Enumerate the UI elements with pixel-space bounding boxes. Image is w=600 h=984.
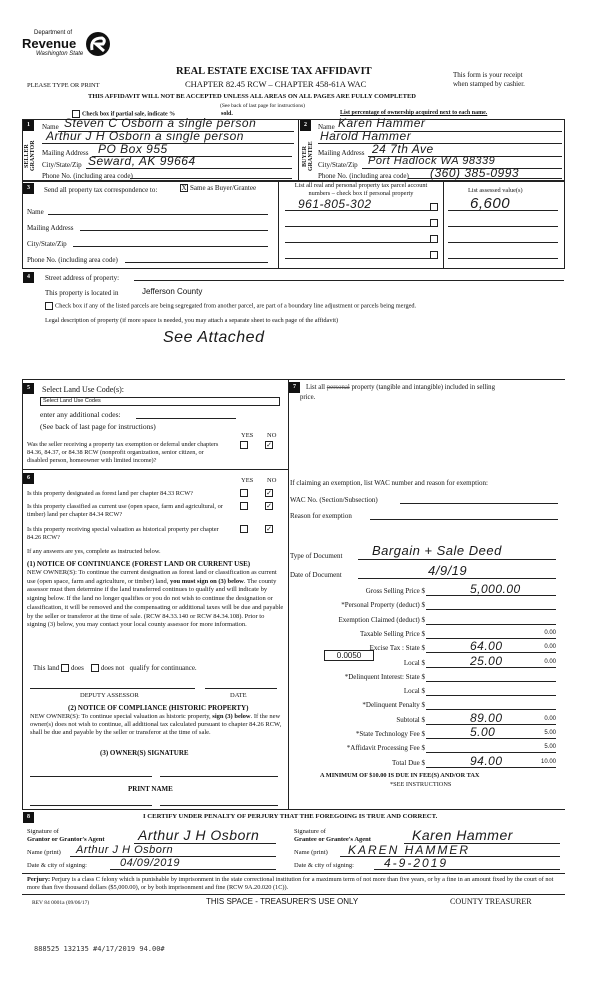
s3-name-label: Name <box>27 208 44 216</box>
seller-mail[interactable]: PO Box 955 <box>98 142 168 156</box>
perjury-statement: Perjury: Perjury is a class C felony which is punishable by imprisonment in the state correctional institution for a maximum term of not more than five years, or by a fine in an amount fixed by the court of not more than five thousand dollars ($5,000.00), or by both imprisonment and fine (RCW 9A.20.020 (1C)). <box>27 876 554 892</box>
q-current-use: Is this property classified as current use (open space, farm and agricultural, or timber) land per chapter 84.34 RCW? <box>27 503 223 518</box>
amount-handwritten[interactable]: 89.00 <box>470 710 503 725</box>
same-as-buyer-label: Same as Buyer/Grantee <box>190 184 257 192</box>
amount-label: Subtotal $ <box>396 715 425 724</box>
section-1-number: 1 <box>23 120 34 131</box>
county-treasurer: COUNTY TREASURER <box>450 897 532 906</box>
q-historic-no[interactable]: ✓ <box>266 525 272 533</box>
certify-statement: I CERTIFY UNDER PENALTY OF PERJURY THAT THE FOREGOING IS TRUE AND CORRECT. <box>143 813 438 820</box>
qualify-label: qualify for continuance. <box>129 664 197 672</box>
section-5-number: 5 <box>23 383 34 394</box>
amount-label: *Personal Property (deduct) $ <box>341 601 425 610</box>
additional-codes-label: enter any additional codes: <box>40 410 121 419</box>
notice-compliance-title: (2) NOTICE OF COMPLIANCE (HISTORIC PROPERTY) <box>68 704 249 712</box>
q-exemption-yes[interactable] <box>240 441 248 449</box>
amount-label: *Delinquent Interest: State $ <box>344 672 425 681</box>
q-historic: Is this property receiving special valuation as historical property per chapter 84.26 RCW? <box>27 526 219 541</box>
local-rate[interactable]: 0.0050 <box>324 650 374 661</box>
q-forest: Is this property designated as forest land per chapter 84.33 RCW? <box>27 490 193 497</box>
sig-of-label: Signature of <box>27 828 59 835</box>
grantee-name[interactable]: KAREN HAMMER <box>348 843 471 857</box>
yes-header: YES <box>241 432 254 439</box>
sig-of-label: Signature of <box>294 828 326 835</box>
amount-printed: 10.00 <box>540 758 556 765</box>
logo-line3: Washington State <box>36 51 84 57</box>
notice-continuance-text: NEW OWNER(S): To continue the current designation as forest land or classification as current use (open space, farm and agriculture, or timber) land, you must sign on (3) below. The county assessor must then determine if the land transferred continues to qualify and will indicate by signing below. If the land no longer qualifies or you do not wish to continue the designation or classification, it will be removed and the compensating or additional taxes will be due and payable by the seller or transferor at the time of sale. (RCW 84.33.140 or RCW 84.34.108). Prior to signing (3) below, you may contact your local county assessor for more information. <box>27 569 284 629</box>
parcel-header-1: List all real and personal property tax parcel account <box>294 182 428 189</box>
buyer-phone-label: Phone No. (including area code) <box>318 172 409 180</box>
segregated-label: Check box if any of the listed parcels are being segregated from another parcel, are part of a boundary line adjustment or parcels being merged. <box>55 302 417 310</box>
continuance-choice <box>33 664 197 672</box>
legal-description[interactable]: See Attached <box>163 329 265 346</box>
land-use-dropdown[interactable]: Select Land Use Codes <box>40 397 280 406</box>
does-not-label: does not <box>100 664 125 672</box>
personal-property-checkbox[interactable] <box>430 203 438 211</box>
list-personal-property: List all personal property (tangible and intangible) included in selling <box>306 384 495 391</box>
amount-handwritten[interactable]: 5,000.00 <box>470 582 521 596</box>
see-instructions: *SEE INSTRUCTIONS <box>390 781 452 788</box>
amount-label: *Delinquent Penalty $ <box>362 701 425 710</box>
amount-printed: 0.00 <box>544 644 556 651</box>
section-4-number: 4 <box>23 272 34 283</box>
grantee-date[interactable]: 4-9-2019 <box>384 856 449 870</box>
reason-label: Reason for exemption <box>290 512 352 520</box>
amount-printed: 5.00 <box>544 744 556 751</box>
no-header: NO <box>267 432 277 439</box>
minimum-due: A MINIMUM OF $10.00 IS DUE IN FEE(S) AND/OR TAX <box>320 772 480 779</box>
treasurer-use: THIS SPACE - TREASURER'S USE ONLY <box>206 897 359 906</box>
segregated-checkbox[interactable] <box>45 302 53 310</box>
form-title: REAL ESTATE EXCISE TAX AFFIDAVIT <box>176 66 372 77</box>
buyer-city-label: City/State/Zip <box>318 161 358 169</box>
amount-label: Local $ <box>403 687 425 696</box>
land-use-label: Select Land Use Code(s): <box>42 385 124 394</box>
if-yes-note: If any answers are yes, complete as instructed below. <box>27 548 161 555</box>
street-label: Street address of property: <box>45 274 120 282</box>
buyer-name-label: Name <box>318 123 335 131</box>
grantor-date-label: Date & city of signing: <box>27 862 87 869</box>
grantor-date[interactable]: 04/09/2019 <box>120 857 181 869</box>
seller-phone-label: Phone No. (including area code) <box>42 172 133 180</box>
does-not-checkbox[interactable] <box>91 664 99 672</box>
grantee-signature[interactable]: Karen Hammer <box>412 827 513 843</box>
receipt-note-1: This form is your receipt <box>453 71 523 79</box>
personal-property-checkbox[interactable] <box>430 219 438 227</box>
date-of-document[interactable]: 4/9/19 <box>428 563 468 578</box>
sold-label: sold. <box>221 111 233 117</box>
amount-label: Total Due $ <box>392 758 425 767</box>
partial-label: Check box if partial sale, indicate % <box>82 111 176 118</box>
owner-signature-label: (3) OWNER(S) SIGNATURE <box>100 749 189 757</box>
form-revision: REV 84 0001a (09/06/17) <box>32 900 90 906</box>
amount-handwritten[interactable]: 25.00 <box>470 653 503 668</box>
see-back: (See back of last page for instructions) <box>220 103 305 109</box>
section-2-number: 2 <box>300 120 311 131</box>
buyer-phone[interactable]: (360) 385-0993 <box>430 166 520 180</box>
q-exemption: Was the seller receiving a property tax exemption or deferral under chapters 84.36, 84.37, or 84.38 RCW (nonprofit organization, senior citizen, or disabled person, homeowner with limited income)? <box>27 441 219 464</box>
receipt-note-2: when stamped by cashier. <box>453 80 525 88</box>
buyer-mail[interactable]: 24 7th Ave <box>372 142 434 156</box>
cashier-receipt-stamp: 888525 132135 #4/17/2019 94.00# <box>34 945 165 953</box>
date-of-document-label: Date of Document <box>290 571 342 579</box>
s3-mail-label: Mailing Address <box>27 224 74 232</box>
deputy-assessor-label: DEPUTY ASSESSOR <box>80 692 139 699</box>
price-label: price. <box>300 394 316 401</box>
no-header: NO <box>267 477 277 484</box>
same-as-buyer-checkbox[interactable]: X <box>181 184 187 193</box>
grantee-name-label: Name (print) <box>294 849 328 856</box>
does-checkbox[interactable] <box>61 664 69 672</box>
yes-header: YES <box>241 477 254 484</box>
buyer-mail-label: Mailing Address <box>318 149 365 157</box>
s3-city-label: City/State/Zip <box>27 240 67 248</box>
notice-continuance-title: (1) NOTICE OF CONTINUANCE (FOREST LAND OR CURRENT USE) <box>27 560 251 568</box>
section-8-number: 8 <box>23 812 34 823</box>
buyer-name-1[interactable]: Karen Hammer <box>338 116 426 130</box>
q-forest-yes[interactable] <box>240 489 248 497</box>
amount-printed: 0.00 <box>544 658 556 665</box>
seller-name-2[interactable]: Arthur J H Osborn a single person <box>46 129 244 143</box>
amount-label: Taxable Selling Price $ <box>359 629 425 638</box>
see-back-5: (See back of last page for instructions) <box>40 422 156 431</box>
county[interactable]: Jefferson County <box>142 287 203 296</box>
date-label: DATE <box>230 692 247 699</box>
section-7-number: 7 <box>289 382 300 393</box>
amount-printed: 0.00 <box>544 715 556 722</box>
legal-label: Legal description of property (if more space is needed, you may attach a separate sheet to each page of the affidavit) <box>45 317 339 324</box>
this-land-label: This land <box>33 664 60 672</box>
seller-city[interactable]: Seward, AK 99664 <box>88 154 196 168</box>
same-as-buyer[interactable] <box>180 184 256 192</box>
seller-mail-label: Mailing Address <box>42 149 89 157</box>
q-current-use-no[interactable]: ✓ <box>266 502 272 510</box>
assessed-value[interactable]: 6,600 <box>470 195 511 212</box>
amount-label: *Affidavit Processing Fee $ <box>346 744 425 753</box>
parcel-number[interactable]: 961-805-302 <box>298 197 372 211</box>
amount-printed: 0.00 <box>544 629 556 636</box>
grantee-date-label: Date & city of signing: <box>294 862 354 869</box>
amount-handwritten[interactable]: 64.00 <box>470 639 503 654</box>
logo-line1: Department of <box>34 30 73 36</box>
amount-label: Gross Selling Price $ <box>365 587 425 595</box>
personal-property-checkbox[interactable] <box>430 235 438 243</box>
grantor-name[interactable]: Arthur J H Osborn <box>76 844 174 856</box>
grantor-signature[interactable]: Arthur J H Osborn <box>138 827 260 843</box>
notice-compliance-text: NEW OWNER(S): To continue special valuation as historic property, sign (3) below. If the new owner(s) does not wish to continue, all additional tax calculated pursuant to chapter 84.26 RCW, shall be due and payable by the seller or transferor at the time of sale. <box>30 713 282 737</box>
type-of-document-label: Type of Document <box>290 552 343 560</box>
seller-name-1[interactable]: Steven C Osborn a single person <box>64 116 257 130</box>
buyer-label: BUYER GRANTEE <box>302 141 314 171</box>
amount-printed: 5.00 <box>544 730 556 736</box>
s3-phone-label: Phone No. (including area code) <box>27 256 118 264</box>
amount-label: Excise Tax : State $ <box>369 644 425 653</box>
grantor-agent-label: Grantor or Grantor's Agent <box>27 836 105 843</box>
grantor-name-label: Name (print) <box>27 849 61 856</box>
q-exemption-no[interactable]: ✓ <box>266 441 272 449</box>
amount-label: Exemption Claimed (deduct) $ <box>338 615 425 624</box>
type-of-document[interactable]: Bargain + Sale Deed <box>372 543 502 558</box>
please-print: PLEASE TYPE OR PRINT <box>27 82 100 89</box>
amount-label: Local $ <box>403 658 425 667</box>
q-forest-no[interactable]: ✓ <box>266 489 272 497</box>
segregated[interactable] <box>45 302 416 310</box>
amount-handwritten[interactable]: 5.00 <box>470 725 496 739</box>
q-current-use-yes[interactable] <box>240 502 248 510</box>
print-name-label: PRINT NAME <box>128 785 173 793</box>
wac-label: WAC No. (Section/Subsection) <box>290 496 378 504</box>
does-label: does <box>71 664 84 672</box>
seller-city-label: City/State/Zip <box>42 161 82 169</box>
seller-label: SELLER GRANTOR <box>24 140 36 172</box>
ownership-note: List percentage of ownership acquired next to each name. <box>340 110 488 116</box>
send-label: Send all property tax correspondence to: <box>44 186 158 194</box>
seller-name-label: Name <box>42 123 59 131</box>
personal-property-checkbox[interactable] <box>430 251 438 259</box>
warning: THIS AFFIDAVIT WILL NOT BE ACCEPTED UNLESS ALL AREAS ON ALL PAGES ARE FULLY COMPLETED <box>88 93 416 100</box>
parcel-header-2: numbers – check box if personal property <box>308 190 414 197</box>
dor-logo-icon <box>84 30 112 58</box>
logo-line2: Revenue <box>22 36 77 51</box>
q-historic-yes[interactable] <box>240 525 248 533</box>
grantee-agent-label: Grantee or Grantee's Agent <box>294 836 371 843</box>
section-6-number: 6 <box>23 473 34 484</box>
located-label: This property is located in <box>45 289 119 297</box>
amount-label: *State Technology Fee $ <box>355 730 425 738</box>
amount-handwritten[interactable]: 94.00 <box>470 753 503 768</box>
buyer-name-2[interactable]: Harold Hammer <box>320 129 412 143</box>
buyer-city[interactable]: Port Hadlock WA 98339 <box>368 155 496 167</box>
assessed-header: List assessed value(s) <box>468 187 523 194</box>
claiming-exemption: If claiming an exemption, list WAC number and reason for exemption: <box>290 479 488 487</box>
form-chapter: CHAPTER 82.45 RCW – CHAPTER 458-61A WAC <box>185 79 367 89</box>
section-3-number: 3 <box>23 183 34 194</box>
